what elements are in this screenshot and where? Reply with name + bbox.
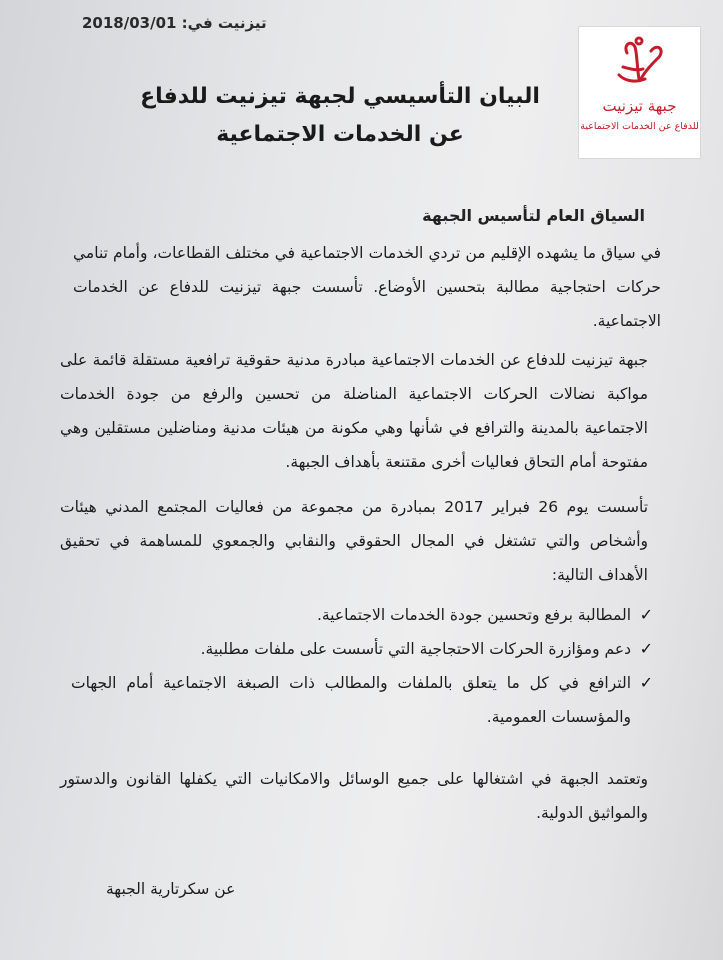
paragraph-founding: تأسست يوم 26 فبراير 2017 بمبادرة من مجموعة من فعاليات المجتمع المدني هيئات وأشخاص والتي تشتغل في المجال الحقوقي والنقابي والجمعوي للمساهمة في تحقيق الأهداف التالية: bbox=[60, 498, 649, 584]
check-mark-icon: ✓ bbox=[639, 639, 653, 658]
logo-tagline: للدفاع عن الخدمات الاجتماعية bbox=[580, 121, 699, 132]
title-line-1: البيان التأسيسي لجبهة تيزنيت للدفاع bbox=[140, 84, 540, 109]
goals-list bbox=[71, 598, 651, 734]
goal-text: الترافع في كل ما يتعلق بالملفات والمطالب ذات الصبغة الاجتماعية أمام الجهات والمؤسسات العمومية. bbox=[71, 674, 631, 726]
goal-text: المطالبة برفع وتحسين جودة الخدمات الاجتماعية. bbox=[316, 606, 631, 624]
paragraph-means: وتعتمد الجبهة في اشتغالها على جميع الوسائل والامكانيات التي يكفلها القانون والدستور والمواثيق الدولية. bbox=[60, 770, 648, 822]
logo-name: جبهة تيزنيت bbox=[602, 97, 677, 115]
goal-text: دعم ومؤازرة الحركات الاحتجاجية التي تأسست على ملفات مطلبية. bbox=[200, 640, 631, 658]
organization-logo bbox=[578, 26, 701, 159]
goal-item bbox=[71, 666, 651, 734]
section-heading: السياق العام لتأسيس الجبهة bbox=[422, 206, 645, 225]
check-mark-icon: ✓ bbox=[639, 673, 653, 692]
goal-item bbox=[71, 632, 651, 666]
paragraph-definition: جبهة تيزنيت للدفاع عن الخدمات الاجتماعية مبادرة مدنية حقوقية ترافعية مستقلة قائمة على مواكبة نضالات الحركات الاجتماعية المناضلة من تحسين والرفع من جودة الخدمات الاجتماعية بالمدينة والترافع في شأنها وهي مكونة من هيئات مدنية ومناضلين مستقلين وهي مفتوحة أمام التحاق فعاليات أخرى مقتنعة بأهداف الجبهة. bbox=[60, 351, 648, 471]
goal-item bbox=[71, 598, 651, 632]
hands-logo-icon bbox=[579, 27, 700, 158]
signature: عن سكرتارية الجبهة bbox=[106, 880, 236, 898]
check-mark-icon: ✓ bbox=[639, 605, 653, 624]
title-line-2: عن الخدمات الاجتماعية bbox=[216, 122, 464, 147]
document-date: تيزنيت في: 2018/03/01 bbox=[82, 14, 267, 32]
paragraph-context: في سياق ما يشهده الإقليم من تردي الخدمات الاجتماعية في مختلف القطاعات، وأمام تنامي حركات احتجاجية مطالبة بتحسين الأوضاع. تأسست جبهة تيزنيت للدفاع عن الخدمات الاجتماعية. bbox=[73, 244, 661, 330]
